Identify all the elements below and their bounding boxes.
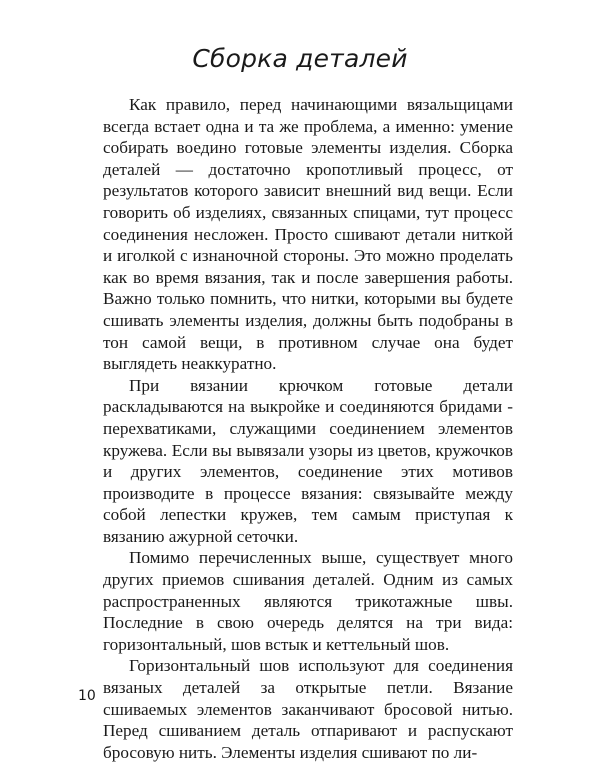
page-number: 10	[78, 688, 96, 704]
paragraph: При вязании крючком готовые детали раскладываются на выкройке и соединяются бридами - перехватиками, служащими соединением элементов кружева. Если вы вывязали узоры из цветов, кружочков и других элементов, соединение этих мотивов производите в процессе вязания: связывайте между собой лепестки кружев, тем самым приступая к вязанию ажурной сеточки.	[103, 375, 513, 546]
page-title: Сборка деталей	[192, 44, 408, 73]
body-text	[103, 94, 513, 763]
paragraph: Помимо перечисленных выше, существует много других приемов сшивания деталей. Одним из самых распространенных являются трикотажные швы. Последние в свою очередь делятся на три вида: горизонтальный, шов встык и кеттельный шов.	[103, 548, 513, 654]
paragraph: Как правило, перед начинающими вязальщицами всегда встает одна и та же проблема, а именно: умение собирать воедино готовые элементы изделия. Сборка деталей — достаточно кропотливый процесс, от результатов которого зависит внешний вид вещи. Если говорить об изделиях, связанных спицами, тут процесс соединения несложен. Просто сшивают детали ниткой и иголкой с изнаночной стороны. Это можно проделать как во время вязания, так и после завершения работы. Важно только помнить, что нитки, которыми вы будете сшивать элементы изделия, должны быть подобраны в тон самой вещи, в противном случае она будет выглядеть неаккуратно.	[103, 95, 513, 374]
paragraph: Горизонтальный шов используют для соединения вязаных деталей за открытые петли. Вязание сшиваемых элементов заканчивают бросовой нитью. Перед сшиванием деталь отпаривают и распускают бросовую нить. Элементы изделия сшивают по ли-	[103, 656, 513, 762]
